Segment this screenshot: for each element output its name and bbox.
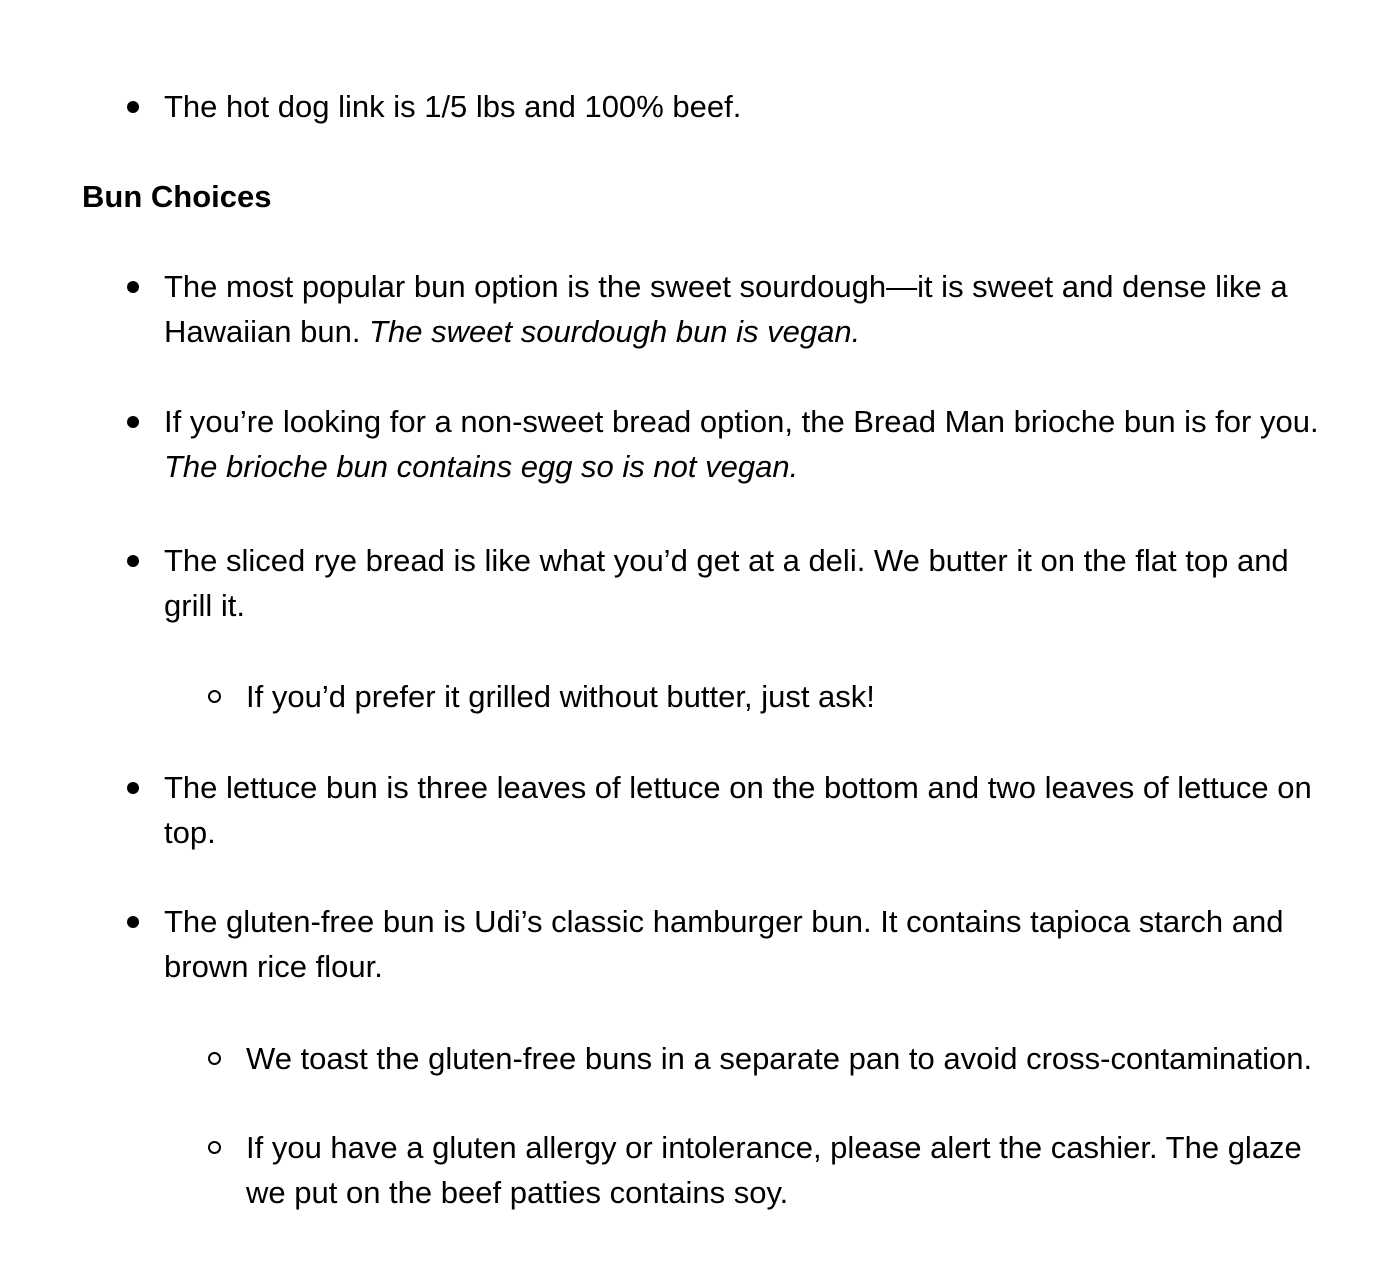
- list-item-text: If you have a gluten allergy or intolerance, please alert the cashier. The glaze we put on the beef patties contains soy.: [246, 1130, 1302, 1210]
- sub-list-item: [246, 1125, 1346, 1215]
- sub-list-item: [246, 1036, 1346, 1081]
- list-item-note: The brioche bun contains egg so is not vegan.: [164, 449, 799, 484]
- bullet-icon: [127, 416, 139, 428]
- list-item-text: If you’d prefer it grilled without butter, just ask!: [246, 679, 875, 714]
- circle-bullet-icon: [208, 690, 221, 703]
- section-heading: Bun Choices: [82, 179, 272, 214]
- list-item: [164, 899, 1344, 989]
- bullet-icon: [127, 101, 139, 113]
- circle-bullet-icon: [208, 1052, 221, 1065]
- list-item-text: The most popular bun option is the sweet sourdough—it is sweet and dense like a Hawaiian bun.: [164, 269, 1288, 349]
- list-item-note: The sweet sourdough bun is vegan.: [369, 314, 861, 349]
- bullet-icon: [127, 555, 139, 567]
- list-item: [164, 399, 1344, 489]
- list-item-text: The lettuce bun is three leaves of lettuce on the bottom and two leaves of lettuce on top.: [164, 770, 1312, 850]
- bullet-icon: [127, 782, 139, 794]
- list-item-text: We toast the gluten-free buns in a separate pan to avoid cross-contamination.: [246, 1041, 1313, 1076]
- list-item: [164, 84, 1344, 129]
- list-item: [164, 538, 1344, 628]
- circle-bullet-icon: [208, 1141, 221, 1154]
- bullet-icon: [127, 916, 139, 928]
- sub-list-item: [246, 674, 1346, 719]
- list-item-text: The gluten-free bun is Udi’s classic hamburger bun. It contains tapioca starch and brown rice flour.: [164, 904, 1284, 984]
- list-item-text: If you’re looking for a non-sweet bread option, the Bread Man brioche bun is for you.: [164, 404, 1319, 439]
- list-item: [164, 765, 1344, 855]
- list-item-text: The hot dog link is 1/5 lbs and 100% beef.: [164, 89, 742, 124]
- list-item-text: The sliced rye bread is like what you’d get at a deli. We butter it on the flat top and grill it.: [164, 543, 1289, 623]
- bullet-icon: [127, 281, 139, 293]
- list-item: [164, 264, 1344, 354]
